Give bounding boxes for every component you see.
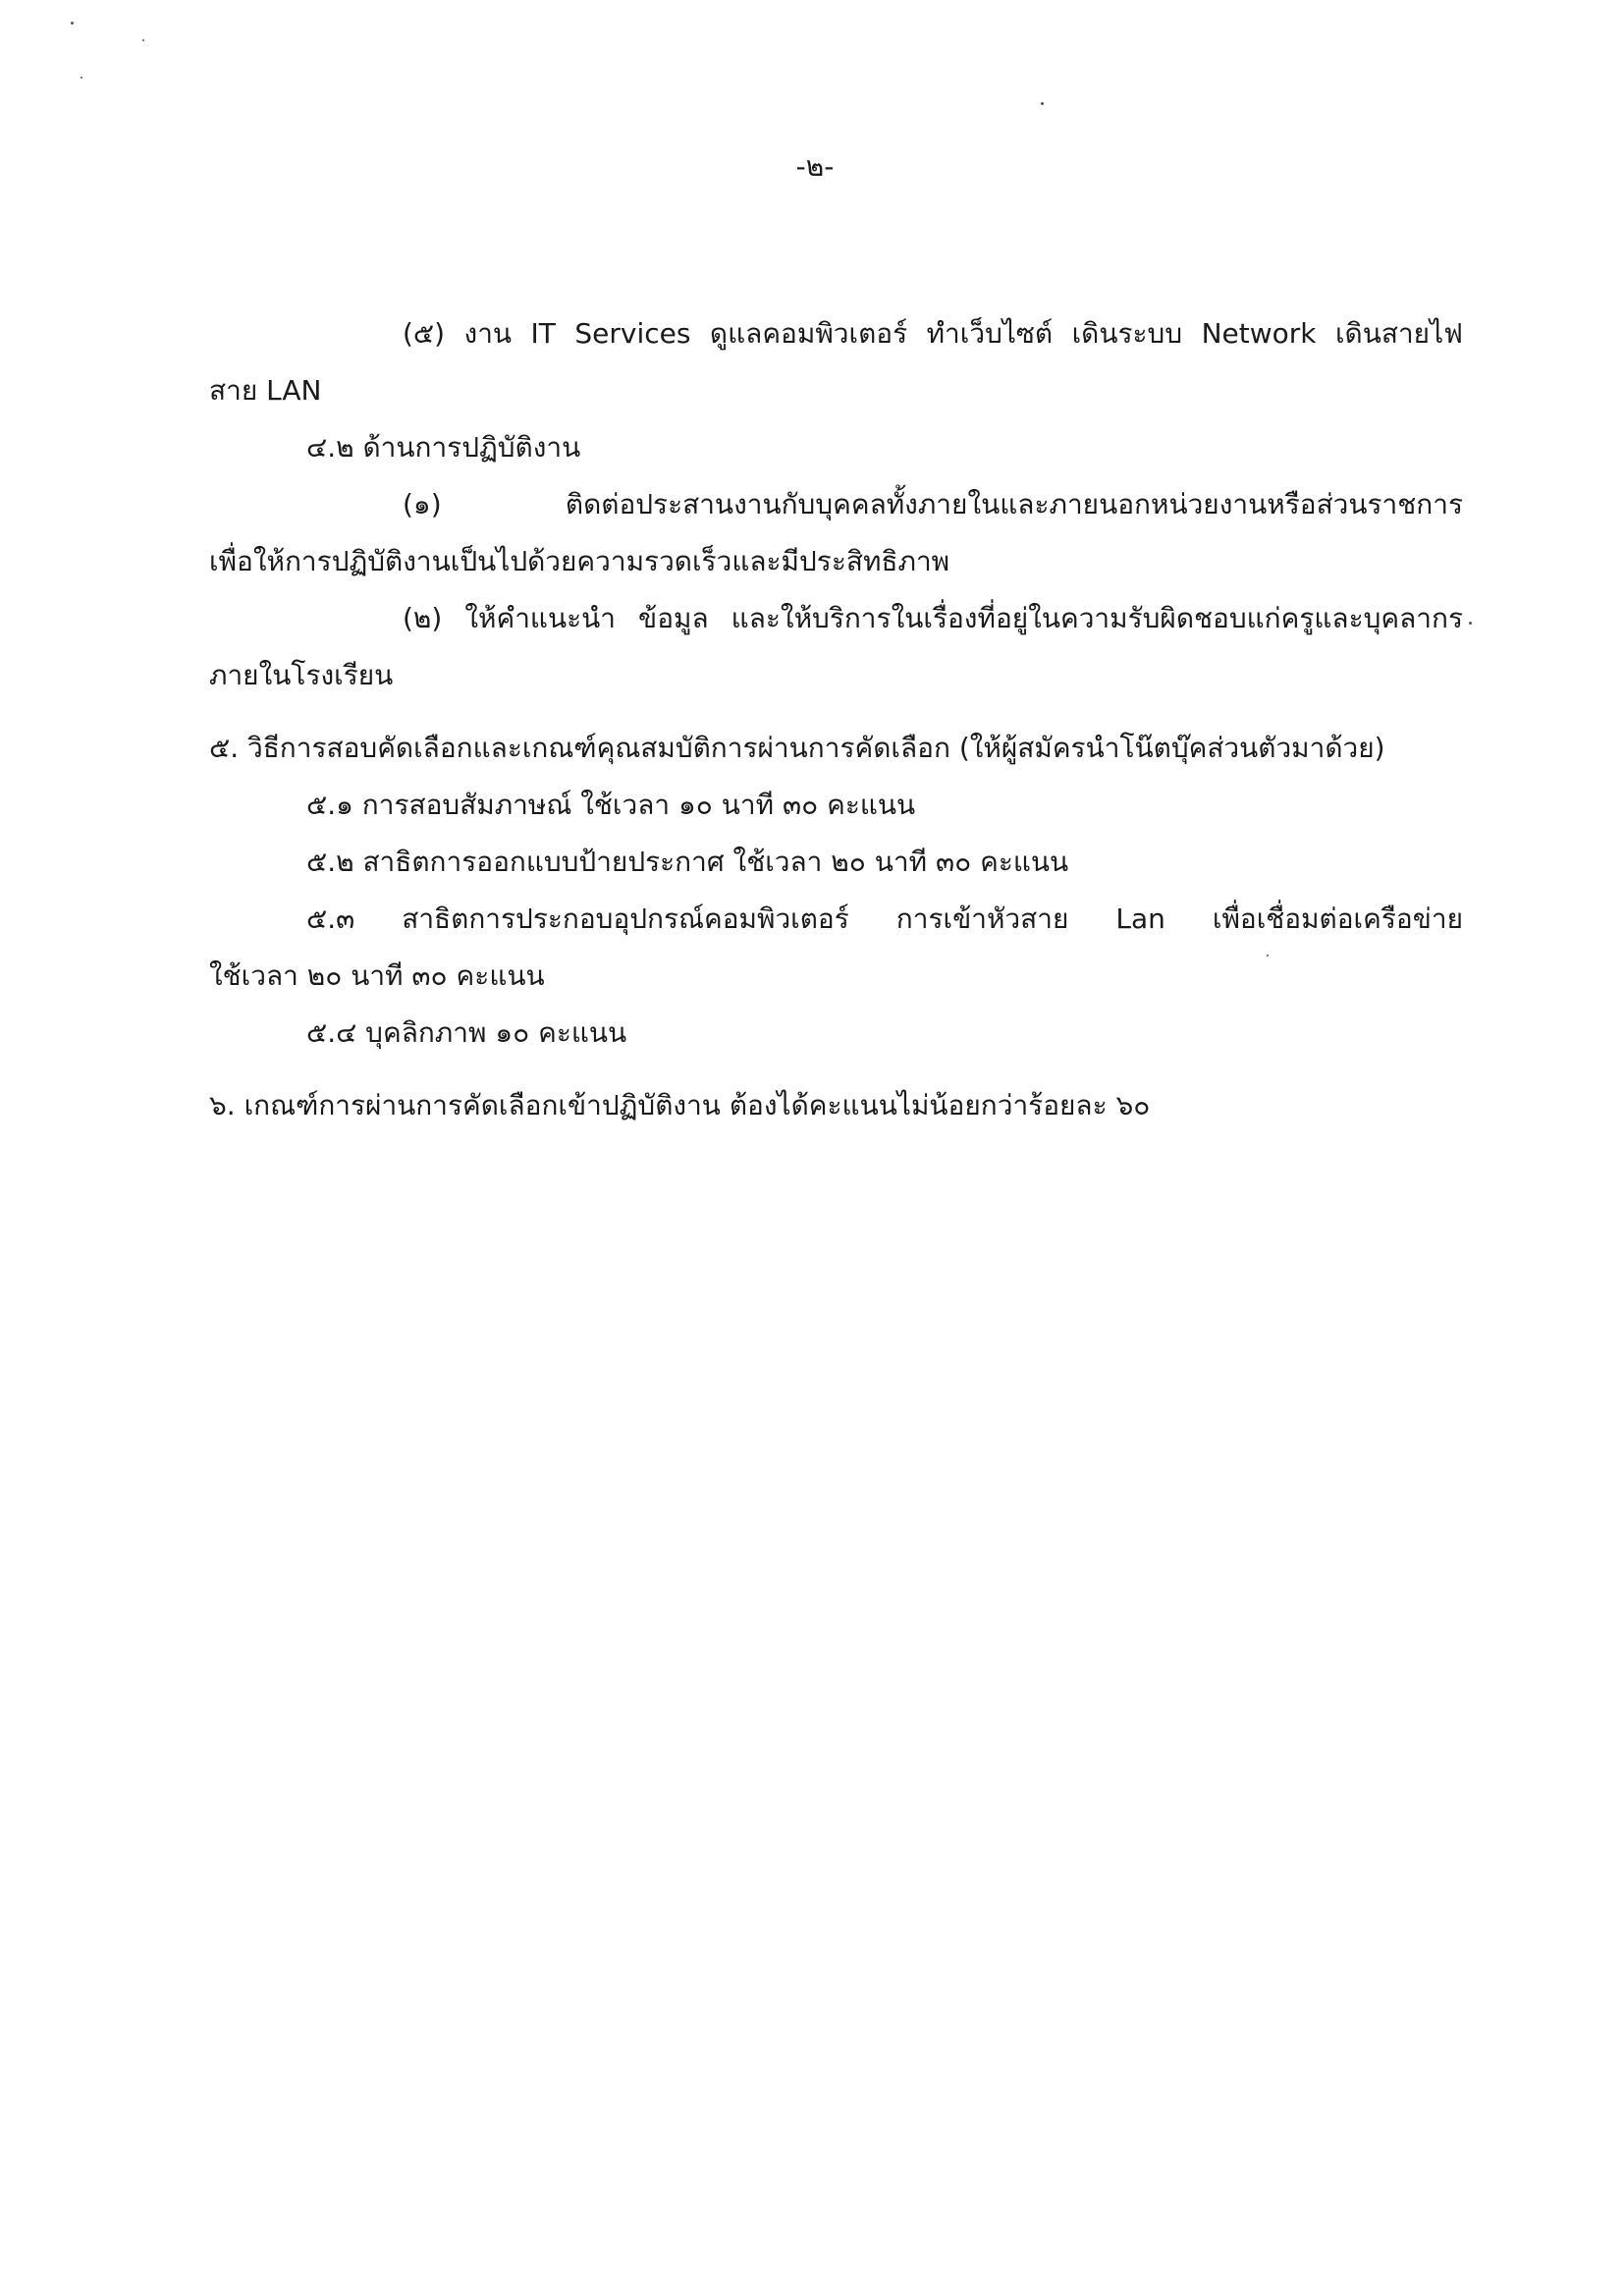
section-5-1: ๕.๑ การสอบสัมภาษณ์ ใช้เวลา ๑๐ นาที ๓๐ คะแนน <box>306 789 916 821</box>
section-4-2-heading: ๔.๒ ด้านการปฏิบัติงาน <box>306 431 581 464</box>
item-5-line-2: สาย LAN <box>209 374 322 407</box>
item-1-line-1: (๑) ติดต่อประสานงานกับบุคคลทั้งภายในและภายนอกหน่วยงานหรือส่วนราชการ <box>403 488 1463 520</box>
section-6: ๖. เกณฑ์การผ่านการคัดเลือกเข้าปฏิบัติงาน ต้องได้คะแนนไม่น้อยกว่าร้อยละ ๖๐ <box>209 1089 1151 1121</box>
scan-speck <box>1041 102 1044 105</box>
item-5-line-1: (๕) งาน IT Services ดูแลคอมพิวเตอร์ ทำเว็บไซต์ เดินระบบ Network เดินสายไฟ <box>403 317 1463 350</box>
item-1-line-2: เพื่อให้การปฏิบัติงานเป็นไปด้วยความรวดเร็วและมีประสิทธิภาพ <box>209 545 950 577</box>
section-5-2: ๕.๒ สาธิตการออกแบบป้ายประกาศ ใช้เวลา ๒๐ นาที ๓๐ คะแนน <box>306 846 1069 878</box>
section-5-4: ๕.๔ บุคลิกภาพ ๑๐ คะแนน <box>306 1016 627 1049</box>
section-5-heading: ๕. วิธีการสอบคัดเลือกและเกณฑ์คุณสมบัติการผ่านการคัดเลือก (ให้ผู้สมัครนำโน๊ตบุ๊คส่วนตัวมาด้วย) <box>209 732 1385 764</box>
scan-speck <box>1469 622 1472 625</box>
page-number: -๒- <box>795 150 835 183</box>
section-5-3-line-1: ๕.๓ สาธิตการประกอบอุปกรณ์คอมพิวเตอร์ การเข้าหัวสาย Lan เพื่อเชื่อมต่อเครือข่าย <box>306 902 1463 935</box>
scan-speck <box>71 22 74 25</box>
scan-speck <box>142 39 144 41</box>
item-2-line-1: (๒) ให้คำแนะนำ ข้อมูล และให้บริการในเรื่องที่อยู่ในความรับผิดชอบแก่ครูและบุคลากร <box>403 602 1463 634</box>
section-5-3-line-2: ใช้เวลา ๒๐ นาที ๓๐ คะแนน <box>209 959 545 992</box>
scan-speck <box>81 77 82 79</box>
item-2-line-2: ภายในโรงเรียน <box>209 659 394 691</box>
scan-speck <box>1267 955 1269 957</box>
